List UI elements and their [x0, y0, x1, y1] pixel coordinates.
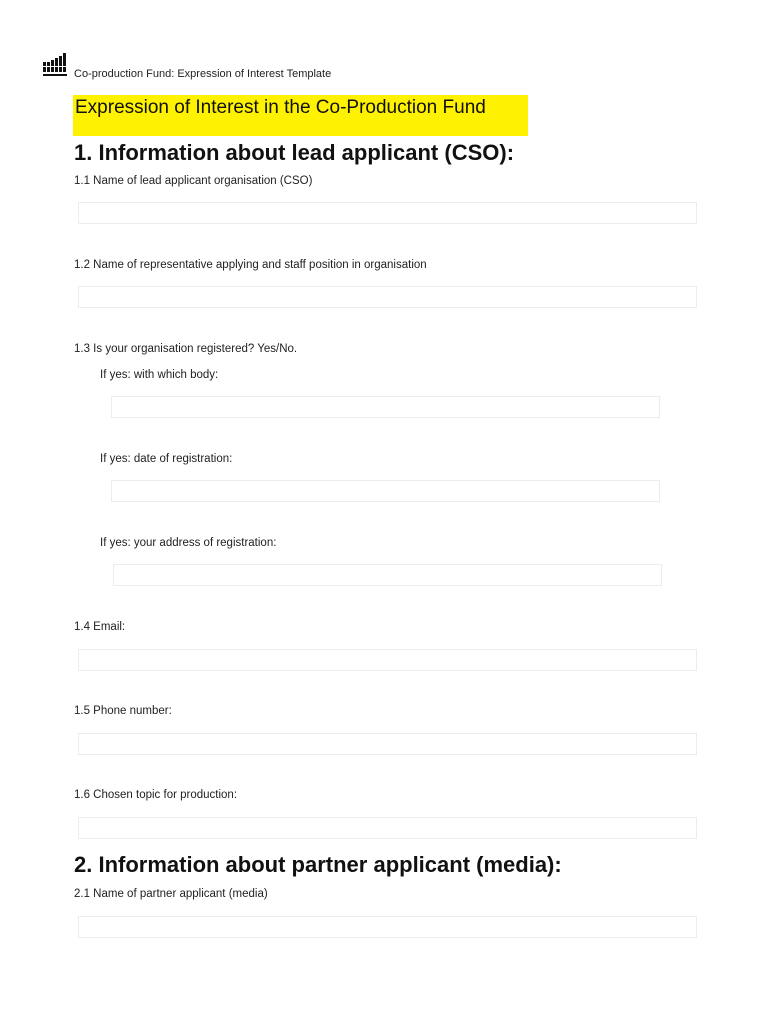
partner-applicant-name-field[interactable]: [78, 916, 697, 938]
header-title: Co-production Fund: Expression of Interest Template: [74, 68, 332, 80]
phone-number-field[interactable]: [78, 733, 697, 755]
email-field[interactable]: [78, 649, 697, 671]
question-1-2-label: 1.2 Name of representative applying and staff position in organisation: [74, 259, 427, 271]
registration-body-label: If yes: with which body:: [100, 369, 219, 381]
free-press-unlimited-logo: [41, 52, 71, 80]
lead-applicant-name-field[interactable]: [78, 202, 697, 224]
section-1-heading: 1. Information about lead applicant (CSO):: [74, 140, 515, 165]
registration-address-field[interactable]: [113, 564, 662, 586]
question-1-1-label: 1.1 Name of lead applicant organisation (CSO): [74, 175, 313, 187]
registration-date-label: If yes: date of registration:: [100, 453, 233, 465]
question-1-5-label: 1.5 Phone number:: [74, 705, 172, 717]
registration-date-field[interactable]: [111, 480, 660, 502]
document-title: Expression of Interest in the Co-Production Fund: [73, 95, 528, 136]
chosen-topic-field[interactable]: [78, 817, 697, 839]
question-1-4-label: 1.4 Email:: [74, 621, 126, 633]
registration-address-label: If yes: your address of registration:: [100, 537, 277, 549]
question-1-3-label: 1.3 Is your organisation registered? Yes/No.: [74, 343, 298, 355]
registration-body-field[interactable]: [111, 396, 660, 418]
question-2-1-label: 2.1 Name of partner applicant (media): [74, 888, 268, 900]
representative-field[interactable]: [78, 286, 697, 308]
question-1-6-label: 1.6 Chosen topic for production:: [74, 789, 238, 801]
section-2-heading: 2. Information about partner applicant (media):: [74, 852, 562, 877]
